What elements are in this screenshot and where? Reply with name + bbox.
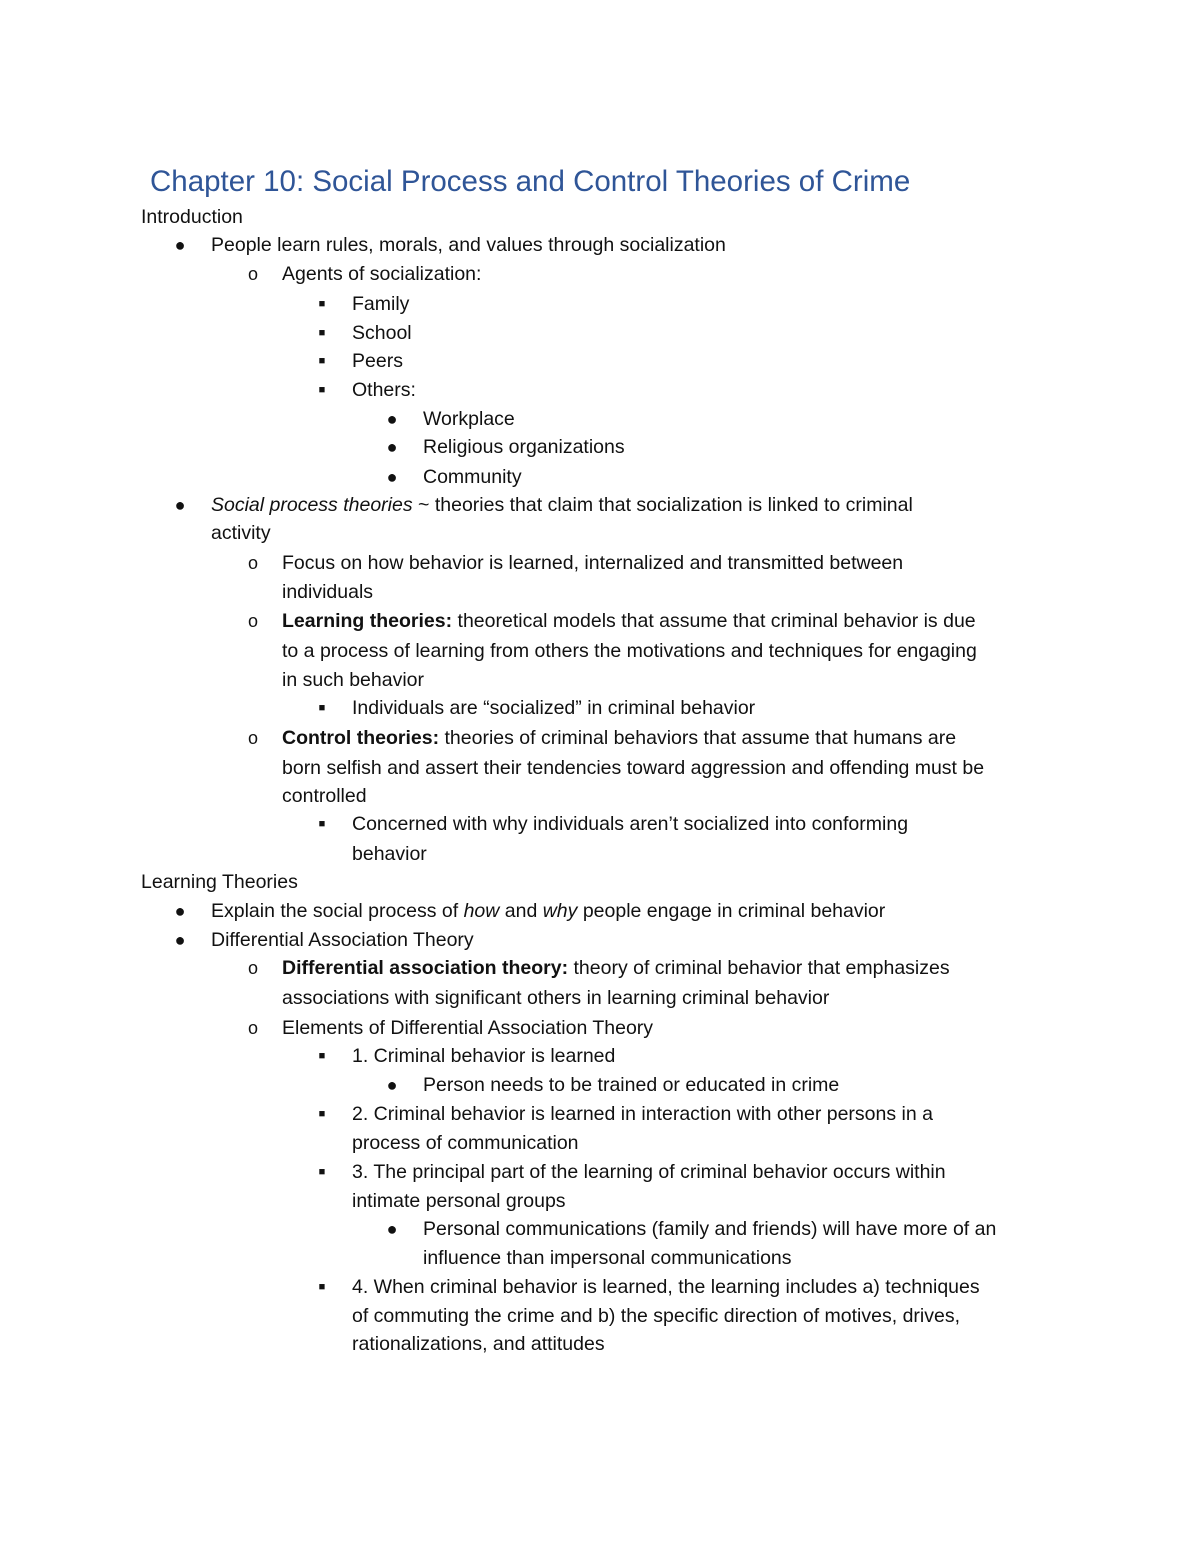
definition-text: theories of criminal behaviors that assume that humans are: [439, 727, 957, 749]
emphasis-how: how: [463, 900, 500, 922]
bullet-circle-icon: o: [247, 611, 258, 631]
text-run: and: [499, 900, 543, 922]
list-item-continuation: process of communication: [352, 1132, 579, 1154]
definition-text: ~ theories that claim that socialization is linked to criminal: [412, 494, 913, 516]
list-item: School: [352, 322, 412, 344]
list-item: 1. Criminal behavior is learned: [352, 1045, 616, 1067]
bullet-square-icon: ■: [318, 1166, 326, 1178]
list-item: [282, 608, 976, 634]
bullet-square-icon: ■: [318, 327, 326, 339]
list-item: [211, 898, 885, 924]
bullet-dot-icon: ●: [174, 235, 186, 255]
list-item-continuation: to a process of learning from others the motivations and techniques for engaging: [282, 640, 977, 662]
list-item-continuation: in such behavior: [282, 669, 425, 691]
bullet-dot-icon: ●: [386, 409, 398, 429]
list-item-continuation: born selfish and assert their tendencies toward aggression and offending must be: [282, 757, 985, 779]
page-title: Chapter 10: Social Process and Control Theories of Crime: [150, 165, 911, 198]
list-item: [282, 725, 956, 751]
list-item: 3. The principal part of the learning of criminal behavior occurs within: [352, 1161, 946, 1183]
list-item-continuation: behavior: [352, 843, 427, 865]
bullet-square-icon: ■: [318, 384, 326, 396]
list-item: Religious organizations: [423, 436, 625, 458]
list-item: Elements of Differential Association Theory: [282, 1017, 654, 1039]
section-heading-introduction: Introduction: [141, 206, 243, 228]
bullet-square-icon: ■: [318, 1281, 326, 1293]
section-heading-learning-theories: Learning Theories: [141, 871, 298, 893]
bullet-dot-icon: ●: [174, 930, 186, 950]
bullet-dot-icon: ●: [174, 495, 186, 515]
term-learning-theories: Learning theories:: [282, 610, 453, 632]
bullet-dot-icon: ●: [386, 437, 398, 457]
list-item: Community: [423, 466, 522, 488]
list-item-continuation: of commuting the crime and b) the specific direction of motives, drives,: [352, 1305, 961, 1327]
bullet-dot-icon: ●: [386, 467, 398, 487]
bullet-circle-icon: o: [247, 958, 258, 978]
bullet-square-icon: ■: [318, 298, 326, 310]
bullet-circle-icon: o: [247, 728, 258, 748]
bullet-square-icon: ■: [318, 355, 326, 367]
list-item: [282, 955, 950, 981]
list-item: People learn rules, morals, and values through socialization: [211, 234, 726, 256]
list-item-continuation: influence than impersonal communications: [423, 1247, 792, 1269]
bullet-circle-icon: o: [247, 1018, 258, 1038]
bullet-dot-icon: ●: [386, 1219, 398, 1239]
bullet-circle-icon: o: [247, 264, 258, 284]
term-control-theories: Control theories:: [282, 727, 440, 749]
list-item-continuation: rationalizations, and attitudes: [352, 1333, 605, 1355]
text-run: people engage in criminal behavior: [577, 900, 886, 922]
bullet-square-icon: ■: [318, 1108, 326, 1120]
term-differential-association-theory: Differential association theory:: [282, 957, 569, 979]
list-item: Focus on how behavior is learned, internalized and transmitted between: [282, 552, 904, 574]
list-item-continuation: activity: [211, 522, 271, 544]
list-item: 2. Criminal behavior is learned in interaction with other persons in a: [352, 1103, 933, 1125]
emphasis-why: why: [542, 900, 578, 922]
list-item: Family: [352, 293, 410, 315]
bullet-dot-icon: ●: [386, 1075, 398, 1095]
list-item: Workplace: [423, 408, 515, 430]
list-item: Others:: [352, 379, 416, 401]
list-item-continuation: individuals: [282, 581, 374, 603]
term-social-process-theories: Social process theories: [211, 494, 413, 516]
list-item: Agents of socialization:: [282, 263, 482, 285]
list-item-continuation: associations with significant others in learning criminal behavior: [282, 987, 830, 1009]
list-item: Person needs to be trained or educated in crime: [423, 1074, 840, 1096]
list-item: Differential Association Theory: [211, 929, 474, 951]
list-item: Concerned with why individuals aren’t socialized into conforming: [352, 813, 909, 835]
bullet-dot-icon: ●: [174, 901, 186, 921]
bullet-square-icon: ■: [318, 1050, 326, 1062]
bullet-square-icon: ■: [318, 818, 326, 830]
list-item: 4. When criminal behavior is learned, the learning includes a) techniques: [352, 1276, 980, 1298]
list-item: Personal communications (family and friends) will have more of an: [423, 1218, 997, 1240]
definition-text: theory of criminal behavior that emphasizes: [568, 957, 950, 979]
text-run: Explain the social process of: [211, 900, 464, 922]
bullet-square-icon: ■: [318, 702, 326, 714]
list-item-continuation: intimate personal groups: [352, 1190, 566, 1212]
list-item: Individuals are “socialized” in criminal behavior: [352, 697, 756, 719]
list-item-continuation: controlled: [282, 785, 367, 807]
list-item: Peers: [352, 350, 403, 372]
list-item: [211, 492, 913, 518]
definition-text: theoretical models that assume that criminal behavior is due: [452, 610, 976, 632]
bullet-circle-icon: o: [247, 553, 258, 573]
